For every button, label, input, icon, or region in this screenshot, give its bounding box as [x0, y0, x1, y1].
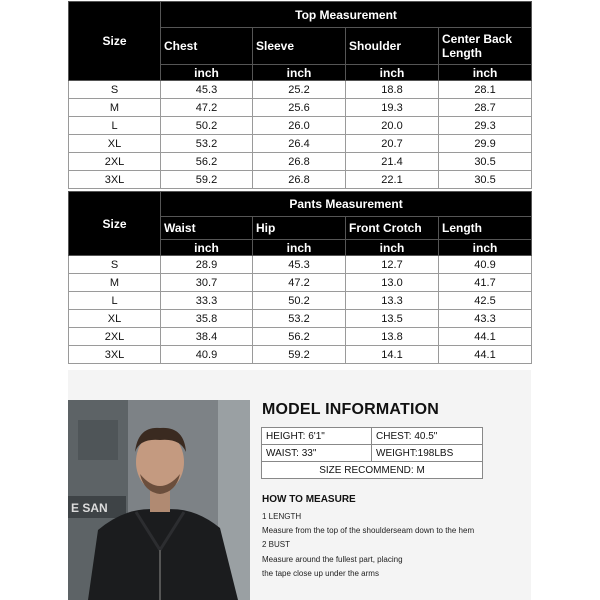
model-photo-illustration	[68, 400, 250, 600]
unit-label: inch	[161, 65, 253, 81]
value-cell: 53.2	[253, 310, 346, 328]
value-cell: 30.5	[439, 153, 532, 171]
table-row	[69, 99, 532, 117]
value-cell: 40.9	[161, 346, 253, 364]
value-cell: 12.7	[346, 256, 439, 274]
unit-label: inch	[253, 240, 346, 256]
column-header-center-back-length: Center Back Length	[439, 28, 532, 65]
storefront-sign: E SAN	[71, 501, 108, 515]
column-header-waist: Waist	[161, 217, 253, 240]
how-to-measure-line: 1 LENGTH	[262, 512, 302, 521]
value-cell: 30.5	[439, 171, 532, 189]
table-row	[69, 153, 532, 171]
value-cell: 13.0	[346, 274, 439, 292]
value-cell: 14.1	[346, 346, 439, 364]
size-cell: 3XL	[69, 346, 161, 364]
table-row	[69, 274, 532, 292]
pants-measurement-title: Pants Measurement	[161, 192, 532, 217]
size-cell: S	[69, 256, 161, 274]
size-cell: S	[69, 81, 161, 99]
table-row	[69, 328, 532, 346]
value-cell: 50.2	[161, 117, 253, 135]
table-row	[69, 292, 532, 310]
size-cell: 2XL	[69, 153, 161, 171]
value-cell: 50.2	[253, 292, 346, 310]
size-cell: 3XL	[69, 171, 161, 189]
table-row	[69, 117, 532, 135]
value-cell: 28.7	[439, 99, 532, 117]
value-cell: 59.2	[161, 171, 253, 189]
size-recommend: SIZE RECOMMEND: M	[262, 462, 483, 479]
how-to-measure-line: Measure from the top of the shoulderseam down to the hem	[262, 526, 475, 535]
value-cell: 28.1	[439, 81, 532, 99]
value-cell: 56.2	[161, 153, 253, 171]
size-cell: 2XL	[69, 328, 161, 346]
size-header: Size	[69, 2, 161, 81]
column-header-length: Length	[439, 217, 532, 240]
column-header-chest: Chest	[161, 28, 253, 65]
table-row	[69, 81, 532, 99]
table-row	[69, 171, 532, 189]
model-height: HEIGHT: 6'1"	[262, 428, 372, 445]
model-chest: CHEST: 40.5"	[372, 428, 483, 445]
unit-label: inch	[439, 240, 532, 256]
size-header: Size	[69, 192, 161, 256]
table-row	[69, 346, 532, 364]
size-cell: M	[69, 99, 161, 117]
unit-label: inch	[346, 240, 439, 256]
size-cell: M	[69, 274, 161, 292]
value-cell: 53.2	[161, 135, 253, 153]
value-cell: 26.8	[253, 153, 346, 171]
value-cell: 13.8	[346, 328, 439, 346]
value-cell: 20.7	[346, 135, 439, 153]
how-to-measure-title: HOW TO MEASURE	[262, 494, 356, 505]
value-cell: 28.9	[161, 256, 253, 274]
value-cell: 26.8	[253, 171, 346, 189]
value-cell: 13.5	[346, 310, 439, 328]
model-information-title: MODEL INFORMATION	[262, 401, 440, 418]
column-header-hip: Hip	[253, 217, 346, 240]
size-cell: L	[69, 117, 161, 135]
value-cell: 33.3	[161, 292, 253, 310]
value-cell: 29.9	[439, 135, 532, 153]
model-photo	[68, 400, 250, 600]
value-cell: 47.2	[253, 274, 346, 292]
how-to-measure-line: the tape close up under the arms	[262, 569, 379, 578]
table-row	[69, 310, 532, 328]
value-cell: 13.3	[346, 292, 439, 310]
model-information-table	[261, 427, 483, 479]
value-cell: 30.7	[161, 274, 253, 292]
value-cell: 59.2	[253, 346, 346, 364]
size-cell: L	[69, 292, 161, 310]
value-cell: 40.9	[439, 256, 532, 274]
value-cell: 35.8	[161, 310, 253, 328]
value-cell: 45.3	[253, 256, 346, 274]
value-cell: 44.1	[439, 328, 532, 346]
value-cell: 25.6	[253, 99, 346, 117]
value-cell: 21.4	[346, 153, 439, 171]
value-cell: 26.4	[253, 135, 346, 153]
how-to-measure-line: Measure around the fullest part, placing	[262, 555, 403, 564]
value-cell: 44.1	[439, 346, 532, 364]
model-weight: WEIGHT:198LBS	[372, 445, 483, 462]
value-cell: 18.8	[346, 81, 439, 99]
value-cell: 20.0	[346, 117, 439, 135]
model-information-panel	[68, 370, 531, 600]
pants-measurement-table	[68, 191, 532, 364]
top-measurement-table	[68, 1, 532, 189]
unit-label: inch	[346, 65, 439, 81]
value-cell: 19.3	[346, 99, 439, 117]
unit-label: inch	[253, 65, 346, 81]
model-waist: WAIST: 33"	[262, 445, 372, 462]
size-cell: XL	[69, 310, 161, 328]
value-cell: 47.2	[161, 99, 253, 117]
value-cell: 56.2	[253, 328, 346, 346]
column-header-front-crotch: Front Crotch	[346, 217, 439, 240]
top-measurement-title: Top Measurement	[161, 2, 532, 28]
size-cell: XL	[69, 135, 161, 153]
value-cell: 29.3	[439, 117, 532, 135]
column-header-sleeve: Sleeve	[253, 28, 346, 65]
table-row	[69, 256, 532, 274]
value-cell: 42.5	[439, 292, 532, 310]
unit-label: inch	[439, 65, 532, 81]
value-cell: 41.7	[439, 274, 532, 292]
column-header-shoulder: Shoulder	[346, 28, 439, 65]
value-cell: 43.3	[439, 310, 532, 328]
unit-label: inch	[161, 240, 253, 256]
how-to-measure-line: 2 BUST	[262, 540, 291, 549]
table-row	[69, 135, 532, 153]
value-cell: 25.2	[253, 81, 346, 99]
value-cell: 38.4	[161, 328, 253, 346]
value-cell: 45.3	[161, 81, 253, 99]
value-cell: 22.1	[346, 171, 439, 189]
value-cell: 26.0	[253, 117, 346, 135]
